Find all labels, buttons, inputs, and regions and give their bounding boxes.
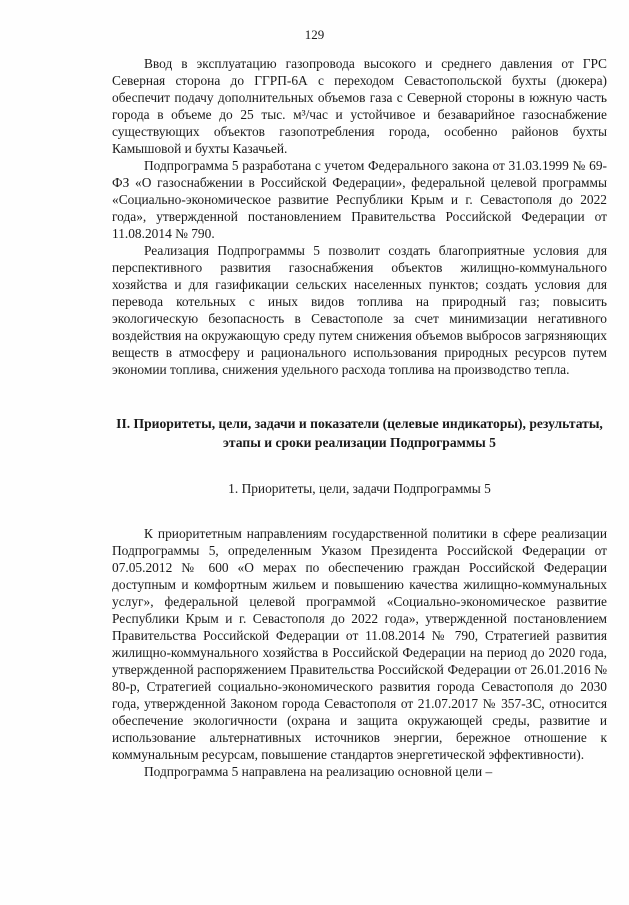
paragraph-subprogram-basis: Подпрограмма 5 разработана с учетом Федерального закона от 31.03.1999 № 69-ФЗ «О газоснабжении в Российской Федерации», федеральной целевой программы «Социально-экономическое развитие Республики Крым и г. Севастополя до 2022 года», утвержденной постановлением Правительства Российской Федерации от 11.08.2014 № 790. <box>112 158 607 241</box>
paragraph-gas-pipeline-commissioning: Ввод в эксплуатацию газопровода высокого и среднего давления от ГРС Северная сторона до ГГРП-6А с переходом Севастопольской бухты (дюкера) обеспечит подачу дополнительных объемов газа с Северной стороны в южную часть города в объеме до 25 тыс. м³/час и устойчивое и безаварийное газоснабжение существующих объектов газопотребления города, особенно районов бухты Камышовой и бухты Казачьей. <box>112 56 607 156</box>
paragraph-subprogram-outcomes: Реализация Подпрограммы 5 позволит создать благоприятные условия для перспективного развития газоснабжения объектов жилищно-коммунального хозяйства и для газификации сельских населенных пунктов; создать условия для перевода котельных с иных видов топлива на природный газ; повысить экологическую безопасность в Севастополе за счет минимизации негативного воздействия на окружающую среду путем снижения объемов выбросов загрязняющих веществ в атмосферу и рационального использования природных ресурсов путем экономии топлива, снижения удельного расхода топлива на производство тепла. <box>112 243 607 377</box>
subsection-heading: 1. Приоритеты, цели, задачи Подпрограммы 5 <box>228 481 491 496</box>
document-body <box>112 55 607 780</box>
section-heading: II. Приоритеты, цели, задачи и показатели (целевые индикаторы), результаты, этапы и сроки реализации Подпрограммы 5 <box>116 416 603 450</box>
paragraph-main-goal: Подпрограмма 5 направлена на реализацию основной цели – <box>144 764 493 779</box>
paragraph-state-policy-priorities: К приоритетным направлениям государственной политики в сфере реализации Подпрограммы 5, определенным Указом Президента Российской Федерации от 07.05.2012 № 600 «О мерах по обеспечению граждан Российской Федерации доступным и комфортным жильем и повышению качества жилищно-коммунальных услуг», федеральной целевой программой «Социально-экономическое развитие Республики Крым и г. Севастополя до 2022 года», утвержденной постановлением Правительства Российской Федерации от 11.08.2014 № 790, Стратегией развития жилищно-коммунального хозяйства в Российской Федерации на период до 2020 года, утвержденной распоряжением Правительства Российской Федерации от 26.01.2016 № 80-р, Стратегией социально-экономического развития города Севастополя до 2030 года, утвержденной Законом города Севастополя от 21.07.2017 № 357-ЗС, относится обеспечение экологичности (охрана и защита окружающей среды, развитие и использование альтернативных источников энергии, бережное отношение к коммунальным ресурсам, повышение стандартов энергетической эффективности). <box>112 526 607 762</box>
page-number: 129 <box>304 27 325 42</box>
